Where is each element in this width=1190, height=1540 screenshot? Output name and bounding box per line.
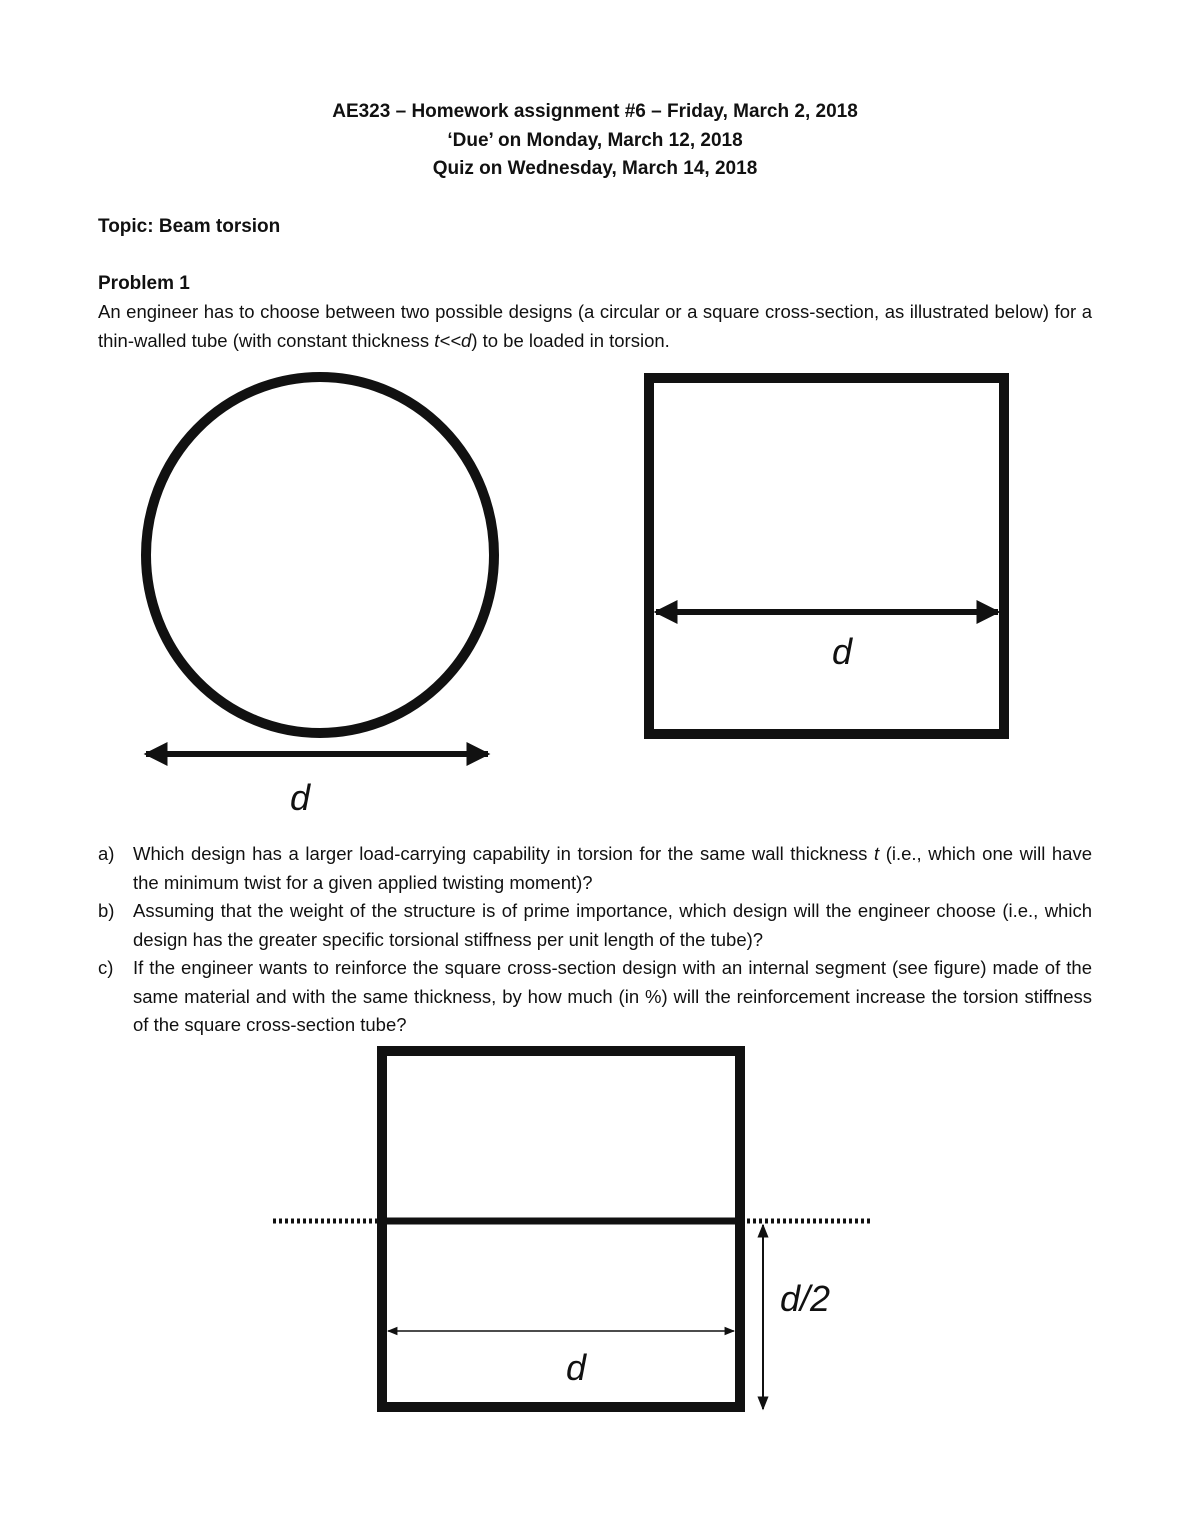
question-text: Assuming that the weight of the structure is of prime importance, which design will the engineer choose (i.e., which design has the greater specific torsional stiffness per unit length of the tube)? <box>133 900 1092 950</box>
circular-section-figure <box>146 377 494 818</box>
square-section-figure <box>649 378 1004 734</box>
question-text <box>133 840 1092 897</box>
intro-text-start: An engineer has to choose between two possible designs (a circular or a square cross-section, as illustrated below) for a thin-walled tube (with constant thickness <box>98 301 1092 351</box>
question-a-text-end: (i.e., which one will have the minimum twist for a given applied twisting moment)? <box>133 843 1092 893</box>
problem-title: Problem 1 <box>98 273 190 294</box>
question-a-text-start: Which design has a larger load-carrying capability in torsion for the same wall thickness <box>133 843 874 864</box>
question-item-a <box>98 840 1092 897</box>
circle-diameter-label: d <box>289 777 311 818</box>
topic-heading: Topic: Beam torsion <box>98 216 281 237</box>
square-width-label: d <box>831 631 853 672</box>
reinforced-width-label: d <box>565 1347 587 1388</box>
header-quiz-line: Quiz on Wednesday, March 14, 2018 <box>432 158 758 179</box>
question-item-b <box>98 897 1092 954</box>
question-a-variable: t <box>874 843 880 864</box>
question-list <box>98 840 1092 1040</box>
header-due-line: ‘Due’ on Monday, March 12, 2018 <box>447 129 743 151</box>
header-course-line: AE323 – Homework assignment #6 – Friday, March 2, 2018 <box>332 101 858 122</box>
question-text: If the engineer wants to reinforce the square cross-section design with an internal segment (see figure) made of the same material and with the same thickness, by how much (in %) will the reinforcement increase the torsion stiffness of the square cross-section tube? <box>133 957 1092 1035</box>
question-marker: c) <box>98 957 114 978</box>
question-marker: a) <box>98 843 115 864</box>
square-tube-outline <box>649 378 1004 734</box>
intro-variable: t<<d <box>434 329 472 351</box>
reinforced-tube-outline <box>382 1051 740 1407</box>
intro-text-end: ) to be loaded in torsion. <box>471 329 670 351</box>
half-height-label: d/2 <box>779 1278 831 1319</box>
reinforced-section-figure <box>273 1051 870 1409</box>
question-item-c <box>98 954 1092 1040</box>
question-marker: b) <box>98 900 115 921</box>
circular-tube-outline <box>146 377 494 733</box>
